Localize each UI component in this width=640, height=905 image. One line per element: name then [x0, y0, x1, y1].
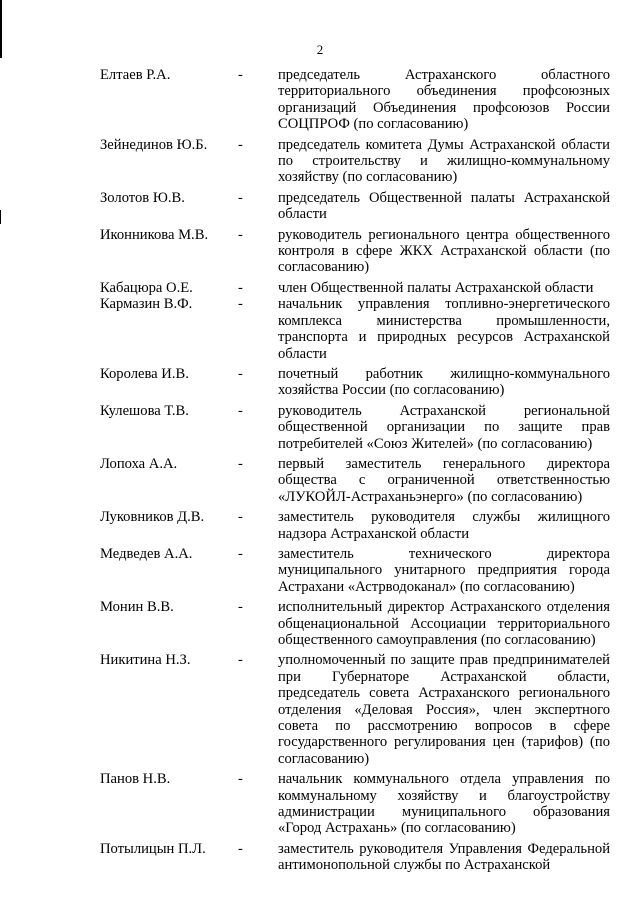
- member-description: начальник коммунального отдела управления по коммунальному хозяйству и благоустройству администрации муниципального образования «Город Астрахань» (по согласованию): [278, 771, 610, 837]
- member-description: заместитель руководителя Управления Федеральной антимонопольной службы по Астраханской: [278, 840, 610, 874]
- member-row: [100, 546, 610, 595]
- member-row: [100, 296, 610, 362]
- member-dash: -: [238, 599, 243, 616]
- member-row: [100, 137, 610, 186]
- member-name: Лопоха А.А.: [100, 455, 178, 472]
- member-name: Монин В.В.: [100, 599, 174, 616]
- member-row: [100, 599, 610, 648]
- margin-mark-middle: [0, 210, 1, 224]
- member-dash: -: [238, 455, 243, 472]
- member-row: [100, 841, 610, 874]
- member-row: [100, 227, 610, 276]
- member-dash: -: [238, 402, 243, 419]
- member-dash: -: [238, 296, 243, 313]
- member-description: первый заместитель генерального директора общества с ограниченной ответственностью «ЛУКОЙЛ-Астраханьэнерго» (по согласованию): [278, 455, 610, 505]
- member-description: руководитель Астраханской региональной общественной организации по защите прав потребителей «Союз Жителей» (по согласованию): [278, 402, 610, 452]
- member-name: Медведев А.А.: [100, 545, 193, 562]
- member-dash: -: [238, 771, 243, 788]
- member-name: Зейнединов Ю.Б.: [100, 136, 208, 153]
- member-description: уполномоченный по защите прав предпринимателей при Губернаторе Астраханской области, председатель совета Астраханского регионального отделения «Деловая Россия», член экспертного совета по рассмотрению вопросов в сфере государственного регулирования цен (тарифов) (по согласованию): [278, 652, 610, 767]
- member-name: Кармазин В.Ф.: [100, 296, 193, 313]
- member-dash: -: [238, 136, 243, 153]
- member-description: исполнительный директор Астраханского отделения общенациональной Ассоциации территориального общественного самоуправления (по согласованию): [278, 599, 610, 648]
- member-description: председатель комитета Думы Астраханской области по строительству и жилищно-коммунальному хозяйству (по согласованию): [278, 136, 610, 186]
- member-dash: -: [238, 67, 243, 83]
- member-dash: -: [238, 545, 243, 562]
- member-row: [100, 280, 610, 296]
- member-dash: -: [238, 652, 243, 669]
- member-dash: -: [238, 509, 243, 526]
- member-name: Никитина Н.З.: [100, 652, 191, 669]
- member-dash: -: [238, 840, 243, 857]
- member-name: Панов Н.В.: [100, 771, 171, 788]
- member-name: Иконникова М.В.: [100, 226, 209, 243]
- member-row: [100, 652, 610, 767]
- member-dash: -: [238, 226, 243, 243]
- member-description: почетный работник жилищно-коммунального хозяйства России (по согласованию): [278, 365, 610, 399]
- member-description: начальник управления топливно-энергетического комплекса министерства промышленности, транспорта и природных ресурсов Астраханской области: [278, 296, 610, 362]
- member-name: Луковников Д.В.: [100, 509, 205, 526]
- member-dash: -: [238, 279, 243, 296]
- member-row: [100, 403, 610, 452]
- member-dash: -: [238, 365, 243, 382]
- member-row: [100, 771, 610, 837]
- member-name: Потылицын П.Л.: [100, 840, 206, 857]
- member-description: заместитель технического директора муниципального унитарного предприятия города Астрахани «Астрводоканал» (по согласованию): [278, 545, 610, 595]
- member-name: Золотов Ю.В.: [100, 189, 185, 206]
- member-row: [100, 366, 610, 399]
- page-number: 2: [316, 42, 324, 57]
- member-row: [100, 456, 610, 505]
- member-name: Кабацюра О.Е.: [100, 279, 193, 296]
- member-description: заместитель руководителя службы жилищного надзора Астраханской области: [278, 509, 610, 542]
- member-description: председатель Общественной палаты Астраханской области: [278, 189, 610, 223]
- member-name: Елтаев Р.А.: [100, 67, 171, 83]
- member-row: [100, 190, 610, 223]
- member-name: Кулешова Т.В.: [100, 402, 189, 419]
- member-list: [100, 67, 610, 878]
- member-description: председатель Астраханского областного территориального объединения профсоюзных организаций Объединения профсоюзов России СОЦПРОФ (по согласованию): [278, 67, 610, 133]
- member-dash: -: [238, 189, 243, 206]
- member-row: [100, 67, 610, 133]
- member-name: Королева И.В.: [100, 365, 189, 382]
- member-description: руководитель регионального центра общественного контроля в сфере ЖКХ Астраханской области (по согласованию): [278, 226, 610, 276]
- member-row: [100, 509, 610, 542]
- member-description: член Общественной палаты Астраханской области: [278, 279, 594, 296]
